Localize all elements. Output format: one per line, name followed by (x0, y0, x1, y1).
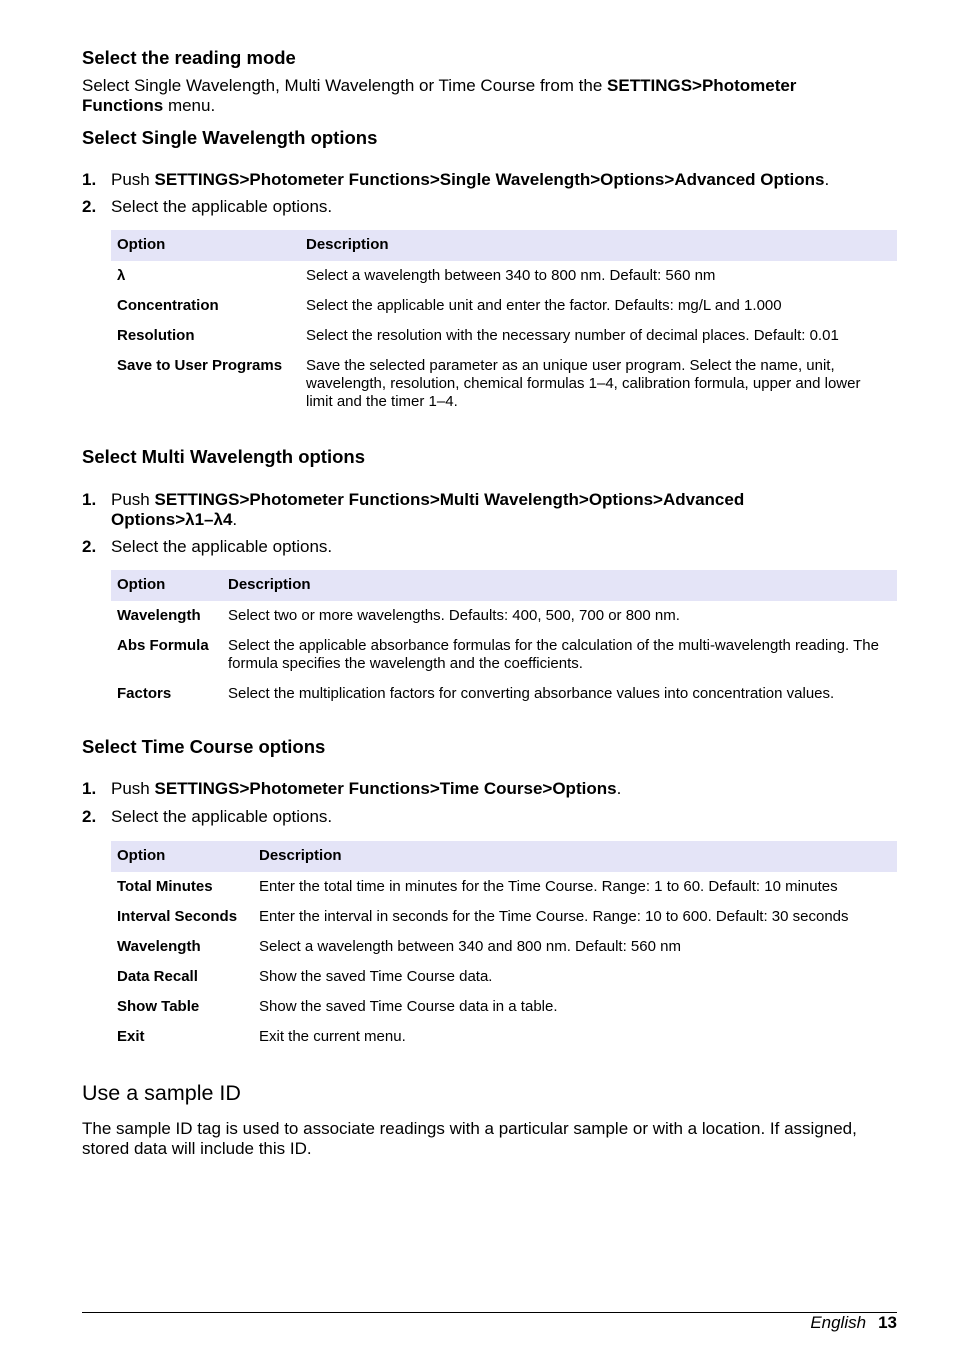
description-cell: Select the resolution with the necessary number of decimal places. Default: 0.01 (306, 327, 839, 344)
step-number: 1. (82, 490, 97, 509)
column-header-description: Description (300, 230, 897, 261)
step-text: Select the applicable options. (111, 197, 333, 216)
footer-language: English (810, 1313, 867, 1332)
step-number: 2. (82, 807, 97, 826)
table-row (111, 291, 897, 321)
step-text: Push (111, 490, 155, 509)
heading-time-course: Select Time Course options (82, 736, 326, 757)
step-text: Push (111, 779, 155, 798)
table-header-row (111, 841, 897, 872)
step-text: Push (111, 170, 155, 189)
option-cell: Exit (117, 1028, 145, 1045)
table-header-row (111, 230, 897, 261)
table-row (111, 932, 897, 962)
heading-sample-id: Use a sample ID (82, 1081, 241, 1105)
description-cell: Select the applicable absorbance formulas for the calculation of the multi-wavelength reading. The formula specifies the wavelength and the coefficients. (228, 637, 879, 672)
footer-divider (82, 1312, 897, 1313)
page-number: 13 (878, 1313, 897, 1332)
column-header-option: Option (111, 570, 222, 601)
step-number: 1. (82, 779, 97, 798)
description-cell: Enter the total time in minutes for the Time Course. Range: 1 to 60. Default: 10 minutes (259, 878, 838, 895)
table-row (111, 872, 897, 902)
step-punctuation: . (824, 170, 830, 189)
step-number: 2. (82, 537, 97, 556)
option-cell: λ (117, 267, 126, 284)
option-cell: Concentration (117, 297, 219, 314)
table-row (111, 601, 897, 631)
table-row (111, 321, 897, 351)
menu-path: SETTINGS>Photometer Functions>Multi Wavelength>Options>Advanced (154, 490, 745, 509)
description-cell: Select the multiplication factors for converting absorbance values into concentration values. (228, 685, 835, 702)
column-header-description: Description (222, 570, 897, 601)
option-cell: Wavelength (117, 938, 201, 955)
table-row (111, 962, 897, 992)
table-row (111, 351, 897, 417)
description-cell: Select a wavelength between 340 and 800 nm. Default: 560 nm (259, 938, 681, 955)
option-cell: Factors (117, 685, 172, 702)
description-cell: Show the saved Time Course data in a table. (259, 998, 558, 1015)
heading-reading-mode: Select the reading mode (82, 47, 296, 68)
option-cell: Interval Seconds (117, 908, 238, 925)
sample-id-text: The sample ID tag is used to associate readings with a particular sample or with a location. If assigned, stored data will include this ID. (82, 1119, 857, 1158)
table-row (111, 261, 897, 291)
option-cell: Show Table (117, 998, 200, 1015)
description-cell: Select the applicable unit and enter the factor. Defaults: mg/L and 1.000 (306, 297, 782, 314)
step-punctuation: . (232, 510, 238, 529)
column-header-description: Description (253, 841, 897, 872)
option-cell: Total Minutes (117, 878, 213, 895)
table-row (111, 631, 897, 679)
reading-mode-text (82, 76, 882, 116)
step-number: 1. (82, 170, 97, 189)
description-cell: Exit the current menu. (259, 1028, 406, 1045)
step-number: 2. (82, 197, 97, 216)
table-row (111, 992, 897, 1022)
time-course-options-table (111, 841, 897, 1052)
multi-wavelength-options-table (111, 570, 897, 709)
single-wavelength-options-table (111, 230, 897, 417)
option-cell: Abs Formula (117, 637, 209, 654)
option-cell: Resolution (117, 327, 195, 344)
reading-mode-menu-path-1: SETTINGS>Photometer (607, 76, 797, 95)
step-text: Select the applicable options. (111, 807, 333, 826)
description-cell: Save the selected parameter as an unique user program. Select the name, unit, wavelength, resolution, chemical formulas 1–4, calibration formula, upper and lower limit and the timer 1–4. (306, 357, 861, 410)
option-cell: Data Recall (117, 968, 198, 985)
heading-multi-wavelength: Select Multi Wavelength options (82, 446, 366, 467)
reading-mode-text-post: menu. (163, 96, 216, 115)
table-row (111, 1022, 897, 1052)
description-cell: Show the saved Time Course data. (259, 968, 493, 985)
step-punctuation: . (616, 779, 622, 798)
menu-path: SETTINGS>Photometer Functions>Single Wavelength>Options>Advanced Options (154, 170, 825, 189)
table-row (111, 902, 897, 932)
step-text: Select the applicable options. (111, 537, 333, 556)
column-header-option: Option (111, 230, 300, 261)
heading-single-wavelength: Select Single Wavelength options (82, 127, 378, 148)
menu-path: SETTINGS>Photometer Functions>Time Course>Options (154, 779, 617, 798)
table-row (111, 679, 897, 709)
column-header-option: Option (111, 841, 253, 872)
option-cell: Wavelength (117, 607, 201, 624)
option-cell: Save to User Programs (117, 357, 283, 374)
description-cell: Select a wavelength between 340 to 800 nm. Default: 560 nm (306, 267, 716, 284)
page-footer (810, 1313, 897, 1333)
reading-mode-text-pre: Select Single Wavelength, Multi Wavelength or Time Course from the (82, 76, 608, 95)
reading-mode-menu-path-2: Functions (82, 96, 164, 115)
menu-path-continued: Options>λ1–λ4 (111, 510, 233, 529)
description-cell: Enter the interval in seconds for the Time Course. Range: 10 to 600. Default: 30 seconds (259, 908, 849, 925)
table-header-row (111, 570, 897, 601)
description-cell: Select two or more wavelengths. Defaults: 400, 500, 700 or 800 nm. (228, 607, 680, 624)
